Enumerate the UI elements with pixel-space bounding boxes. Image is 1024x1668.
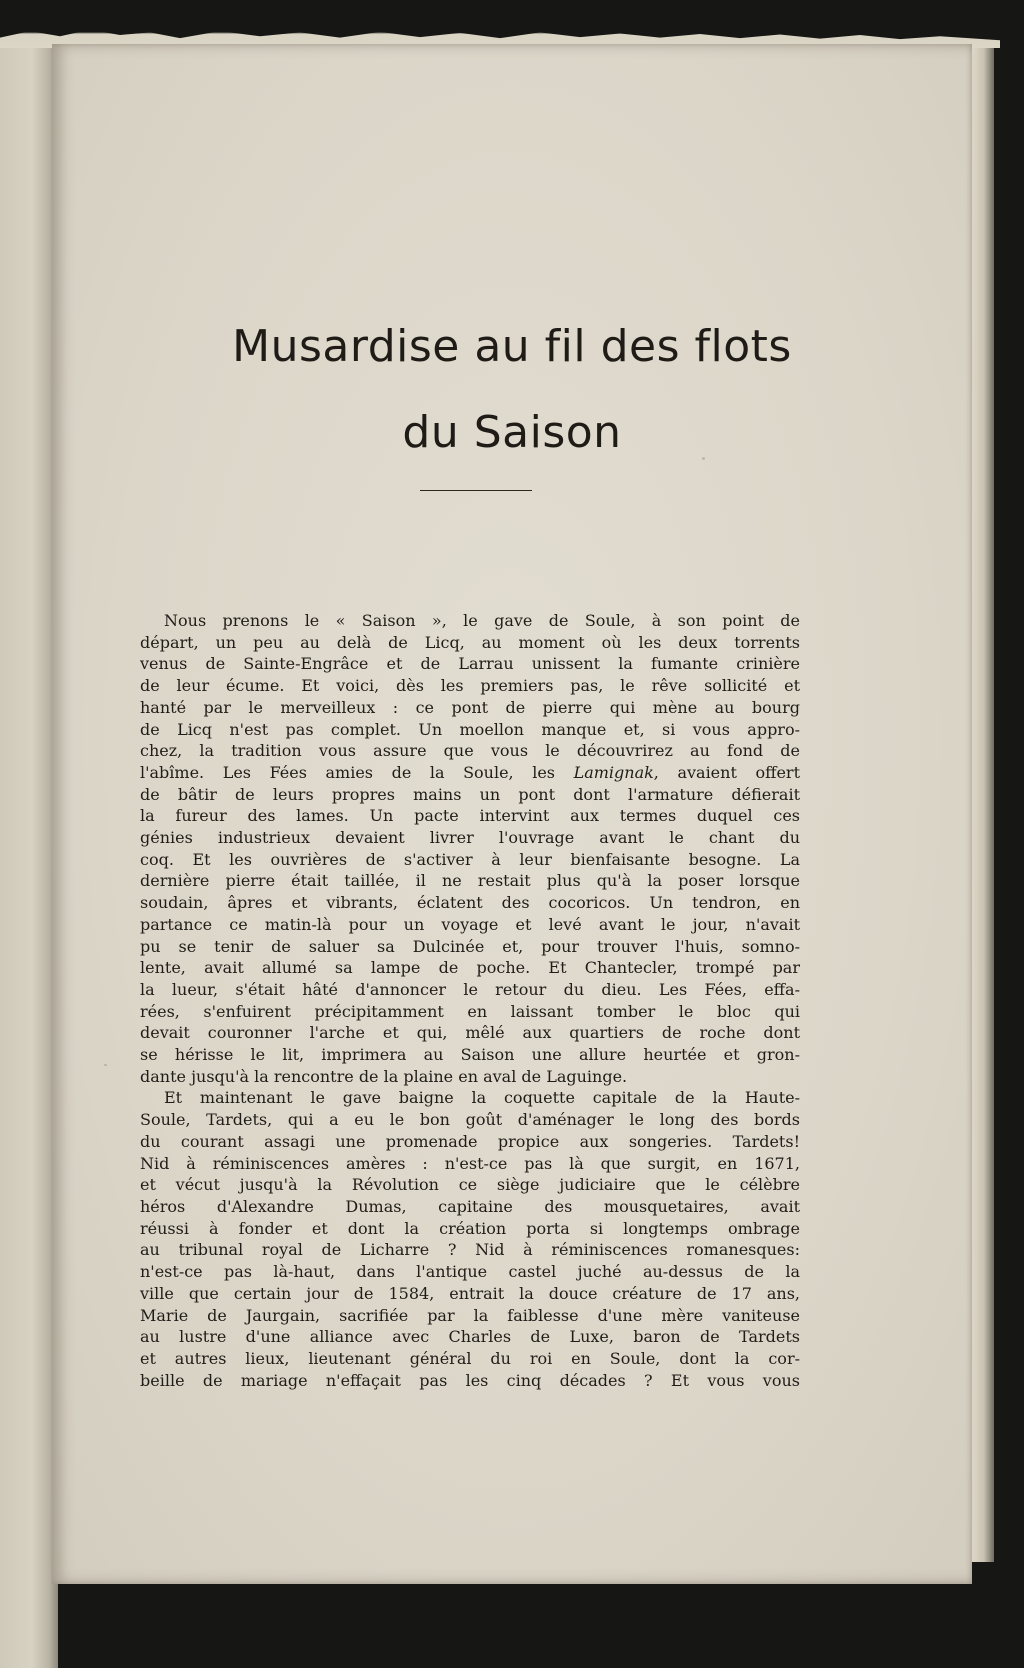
text-line: au tribunal royal de Licharre ? Nid à réminiscences romanesques:: [140, 1240, 800, 1260]
text-line: partance ce matin-là pour un voyage et levé avant le jour, n'avait: [140, 914, 800, 934]
text-line: Marie de Jaurgain, sacrifiée par la faiblesse d'une mère vaniteuse: [140, 1305, 800, 1325]
text-line: la lueur, s'était hâté d'annoncer le retour du dieu. Les Fées, effa-: [140, 979, 800, 999]
text-line: Nid à réminiscences amères : n'est-ce pas là que surgit, en 1671,: [140, 1153, 800, 1173]
text-line: génies industrieux devaient livrer l'ouvrage avant le chant du: [140, 828, 800, 848]
text-line: et vécut jusqu'à la Révolution ce siège judiciaire que le célèbre: [140, 1175, 800, 1195]
text-line: réussi à fonder et dont la création porta si longtemps ombrage: [140, 1218, 800, 1238]
text-line: du courant assagi une promenade propice aux songeries. Tardets!: [140, 1131, 800, 1151]
text-line: coq. Et les ouvrières de s'activer à leur bienfaisante besogne. La: [140, 849, 800, 869]
text-line: devait couronner l'arche et qui, mêlé aux quartiers de roche dont: [140, 1023, 800, 1043]
text-line: départ, un peu au delà de Licq, au moment où les deux torrents: [140, 632, 800, 652]
text-line: et autres lieux, lieutenant général du roi en Soule, dont la cor-: [140, 1348, 800, 1368]
article-body: [140, 610, 800, 1391]
italic-term: Lamignak: [573, 762, 654, 782]
text-line: se hérisse le lit, imprimera au Saison une allure heurtée et gron-: [140, 1045, 800, 1065]
text-line: hanté par le merveilleux : ce pont de pierre qui mène au bourg: [140, 697, 800, 717]
title-line-2: du Saison: [402, 407, 622, 458]
title-line-1: Musardise au fil des flots: [232, 321, 792, 372]
text-line: ville que certain jour de 1584, entrait la douce créature de 17 ans,: [140, 1283, 800, 1303]
text-line: au lustre d'une alliance avec Charles de Luxe, baron de Tardets: [140, 1327, 800, 1347]
article-title: [52, 304, 972, 476]
paper-speck: [104, 1064, 107, 1066]
text-line: dernière pierre était taillée, il ne restait plus qu'à la poser lorsque: [140, 871, 800, 891]
text-line: Nous prenons le « Saison », le gave de Soule, à son point de: [164, 611, 800, 630]
text-line: Soule, Tardets, qui a eu le bon goût d'aménager le long des bords: [140, 1110, 800, 1130]
text-line: Et maintenant le gave baigne la coquette capitale de la Haute-: [164, 1088, 800, 1108]
title-divider: [420, 490, 532, 491]
paragraph-2: [140, 1087, 800, 1391]
text-line: de bâtir de leurs propres mains un pont dont l'armature défierait: [140, 784, 800, 804]
text-line: de Licq n'est pas complet. Un moellon manque et, si vous appro-: [140, 719, 800, 739]
text-line: n'est-ce pas là-haut, dans l'antique castel juché au-dessus de la: [140, 1262, 800, 1282]
text-line: lente, avait allumé sa lampe de poche. Et Chantecler, trompé par: [140, 958, 800, 978]
text-line: venus de Sainte-Engrâce et de Larrau unissent la fumante crinière: [140, 654, 800, 674]
text-line: de leur écume. Et voici, dès les premiers pas, le rêve sollicité et: [140, 676, 800, 696]
text-line: la fureur des lames. Un pacte intervint aux termes duquel ces: [140, 806, 800, 826]
paper-speck: [702, 457, 705, 460]
book-page: [52, 44, 972, 1584]
text-line: soudain, âpres et vibrants, éclatent des cocoricos. Un tendron, en: [140, 893, 800, 913]
previous-page-edge: [0, 38, 58, 1668]
text-line: beille de mariage n'effaçait pas les cinq décades ? Et vous vous: [140, 1370, 800, 1390]
text-line: pu se tenir de saluer sa Dulcinée et, pour trouver l'huis, somno-: [140, 936, 800, 956]
paragraph-1: [140, 610, 800, 1087]
text-line: dante jusqu'à la rencontre de la plaine en aval de Laguinge.: [140, 1066, 628, 1086]
text-line: héros d'Alexandre Dumas, capitaine des mousquetaires, avait: [140, 1196, 800, 1216]
text-line: rées, s'enfuirent précipitamment en laissant tomber le bloc qui: [140, 1001, 800, 1021]
text-line: l'abîme. Les Fées amies de la Soule, les Lamignak, avaient offert: [140, 762, 800, 782]
text-line: chez, la tradition vous assure que vous le découvrirez au fond de: [140, 741, 800, 761]
